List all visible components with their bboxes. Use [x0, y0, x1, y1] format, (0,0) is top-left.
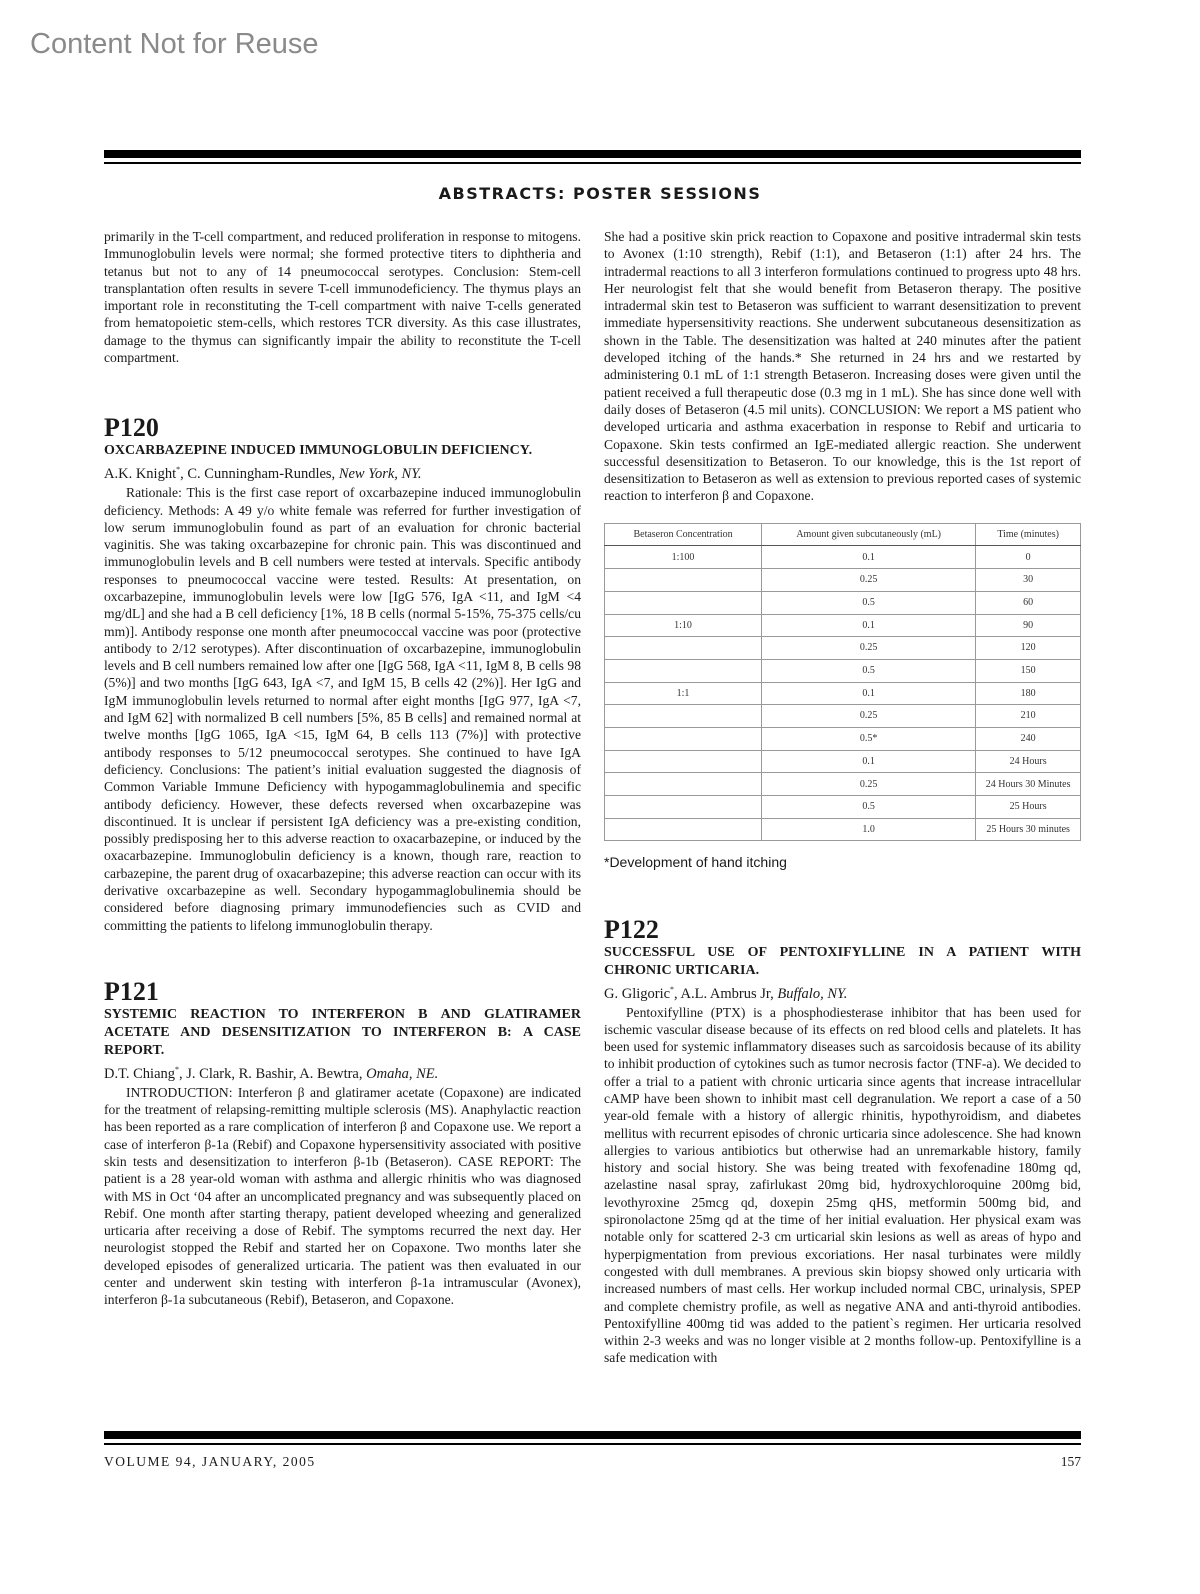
table-cell: 0.25 — [762, 637, 976, 660]
presenter-mark: * — [175, 1064, 180, 1074]
table-cell — [605, 773, 762, 796]
authors: , C. Cunningham-Rundles, — [180, 466, 339, 483]
abstract-p122 — [604, 916, 1081, 1367]
table-cell: 0.5* — [762, 727, 976, 750]
page-number: 157 — [1060, 1454, 1081, 1469]
table-cell: 0.1 — [762, 750, 976, 773]
footer-volume: VOLUME 94, JANUARY, 2005 — [104, 1454, 316, 1469]
table-cell — [605, 637, 762, 660]
table-cell: 150 — [976, 659, 1081, 682]
table-cell: 0.25 — [762, 705, 976, 728]
abstract-title: OXCARBAZEPINE INDUCED IMMUNOGLOBULIN DEFICIENCY. — [104, 443, 533, 459]
table-row — [605, 682, 1081, 705]
table-cell: 0.1 — [762, 682, 976, 705]
table-cell: 0 — [976, 546, 1081, 569]
author: D.T. Chiang — [104, 1065, 176, 1082]
presenter-mark: * — [176, 465, 181, 475]
table-row — [605, 591, 1081, 614]
abstract-number: P121 — [104, 976, 159, 1006]
table-header-row — [605, 523, 1081, 546]
table-row — [605, 705, 1081, 728]
abstract-body: Rationale: This is the first case report of oxcarbazepine induced immunoglobulin deficiency. Methods: A 49 y/o white female was referred for further investigation of low serum immunoglobulin found as part of an evaluation for chronic bacterial vaginitis. She was taking oxcarbazepine for chronic pain. This was discontinued and immunoglobulin levels and B cell numbers were tested at intervals. Specific antibody responses to pneumococcal vaccine were tested. Results: At presentation, on oxcarbazepine, immunoglobulin levels were low [IgG 576, IgA <11, and IgM <4 mg/dL] and she had a B cell deficiency [1%, 18 B cells (normal 5-15%, 75-375 cells/cu mm)]. Antibody response one month after pneumococcal vaccine was poor (protective antibody to 2/12 serotypes). After discontinuation of oxcarbazepine, immunoglobulin levels and B cell numbers remained low after one [IgG 568, IgA <11, IgM 8, B cells 98 (5%)] and two months [IgG 643, IgA <7, and IgM 15, B cells 42 (2%)]. Her IgG and IgM immunoglobulin levels returned to normal after eight months [IgG 977, IgA <7, and IgM 62] with normalized B cell numbers [5%, 85 B cells] and remained normal at twelve months [IgG 1065, IgA <15, IgM 64, B cells 113 (7%)] with protective antibody responses to 5/12 pneumococcal serotypes. She continued to have IgA deficiency. Conclusions: The patient’s initial evaluation suggested the diagnosis of Common Variable Immune Deficiency with hypogammaglobulinemia and specific antibody deficiency. However, these defects reversed when oxcarbazepine was discontinued. It is unclear if persistent IgA deficiency was a pre-existing condition, possibly predisposing her to this adverse reaction to oxacarbazepine, or induced by the oxacarbazepine. Immunoglobulin deficiency is a known, though rare, reaction to carbazepine, the parent drug of oxacarbazepine; this adverse reaction can occur with its derivative oxcarbazepine as well. Secondary hypogammaglobulinemia should be considered before diagnosing primary immunodefiencies such as CVID and committing the patients to lifelong immunoglobulin therapy. — [104, 485, 581, 933]
table-footnote: *Development of hand itching — [604, 854, 787, 871]
watermark: Content Not for Reuse — [30, 28, 319, 60]
bottom-rule-thin — [104, 1443, 1081, 1445]
bottom-rule — [104, 1431, 1081, 1439]
left-column — [104, 228, 581, 1309]
author: G. Gligoric — [604, 985, 671, 1002]
table-cell: 0.5 — [762, 796, 976, 819]
abstract-authors — [104, 460, 581, 484]
table-cell: 24 Hours — [976, 750, 1081, 773]
table-row — [605, 796, 1081, 819]
table-cell: 0.25 — [762, 569, 976, 592]
table-cell — [605, 818, 762, 841]
table-row — [605, 637, 1081, 660]
authors: , J. Clark, R. Bashir, A. Bewtra, — [179, 1065, 367, 1082]
table-row — [605, 569, 1081, 592]
presenter-mark: * — [670, 984, 675, 994]
table-row — [605, 659, 1081, 682]
column-header: Betaseron Concentration — [605, 523, 762, 546]
abstract-authors — [604, 980, 1081, 1004]
table-cell — [605, 750, 762, 773]
abstract-title: SYSTEMIC REACTION TO INTERFERON Β AND GLATIRAMER ACETATE AND DESENSITIZATION TO INTERFERON Β: A CASE REPORT. — [104, 1006, 581, 1058]
authors: , A.L. Ambrus Jr, — [674, 985, 778, 1002]
table-cell: 0.1 — [762, 614, 976, 637]
table-cell: 0.25 — [762, 773, 976, 796]
table-cell: 210 — [976, 705, 1081, 728]
continuation-text: primarily in the T-cell compartment, and reduced proliferation in response to mitogens. Immunoglobulin levels were normal; she formed protective titers to diphtheria and tetanus but not to any of 14 pneumococcal serotypes. Conclusion: Stem-cell transplantation often results in severe T-cell immunodeficiency. The thymus plays an important role in reconstituting the T-cell compartment with naive T-cells generated from hematopoietic stem-cells, which restores TCR diversity. As this case illustrates, damage to the thymus can significantly impair the ability to reconstitute the T-cell compartment. — [104, 229, 581, 366]
table-cell: 90 — [976, 614, 1081, 637]
table-cell — [605, 659, 762, 682]
table-cell — [605, 796, 762, 819]
abstract-title: SUCCESSFUL USE OF PENTOXIFYLLINE IN A PATIENT WITH CHRONIC URTICARIA. — [604, 944, 1081, 978]
top-rule — [104, 150, 1081, 158]
location: New York, NY. — [338, 466, 422, 483]
abstract-authors — [104, 1060, 581, 1084]
table-cell: 25 Hours 30 minutes — [976, 818, 1081, 841]
table-cell: 0.5 — [762, 659, 976, 682]
abstract-number: P120 — [104, 413, 159, 443]
table-cell: 60 — [976, 591, 1081, 614]
table-cell: 1:10 — [605, 614, 762, 637]
location: Buffalo, NY. — [777, 985, 848, 1002]
abstract-number: P122 — [604, 914, 659, 944]
table-cell: 24 Hours 30 Minutes — [976, 773, 1081, 796]
author: A.K. Knight — [104, 466, 177, 483]
table-cell: 120 — [976, 637, 1081, 660]
table-row — [605, 546, 1081, 569]
table-row — [605, 614, 1081, 637]
table-cell: 1:100 — [605, 546, 762, 569]
table-cell — [605, 727, 762, 750]
abstract-body: Pentoxifylline (PTX) is a phosphodiesterase inhibitor that has been used for ischemic vascular disease because of its effects on red blood cells and platelets. It has been used for systemic inflammatory diseases such as sarcoidosis because of its ability to inhibit production of cytokines such as tumor necrosis factor (TNF-a). We decided to offer a trial to a patient with chronic urticaria since agents that increase intracellular cAMP have been shown to inhibit mast cell degranulation. We report a case of a 50 year-old female with a history of allergic rhinitis, hypothyroidism, and diabetes mellitus with recurrent episodes of chronic urticaria since adolescence. She had known allergies to various antibiotics but otherwise had an unremarkable history, family history and social history. She was being treated with fexofenadine 180mg qd, azelastine nasal spray, zafirlukast 20mg bid, hydroxychloroquine 200mg bid, levothyroxine 25mcg qd, doxepin 25mg qHS, metformin 500mg bid, and spironolactone 25mg qd at the time of her initial evaluation. Her physical exam was notable only for scattered 2-3 cm urticarial skin lesions as well as areas of hypo and hyperpigmentation from previous excoriations. Her nasal turbinates were mildly congested with dull membranes. A previous skin biopsy showed only urticaria with increased numbers of mast cells. Her workup included normal CBC, urinalysis, SPEP and complete chemistry profile, as well as negative ANA and anti-thyroid antibodies. Pentoxifylline 400mg tid was added to the patient`s regimen. Her urticaria resolved within 2-3 weeks and was no longer visible at 2 months follow-up. Pentoxifylline is a safe medication with — [604, 1004, 1081, 1366]
table-cell: 240 — [976, 727, 1081, 750]
table-cell — [605, 705, 762, 728]
table-cell: 1.0 — [762, 818, 976, 841]
table-cell: 0.1 — [762, 546, 976, 569]
abstract-p120 — [104, 414, 581, 934]
table-cell: 180 — [976, 682, 1081, 705]
table-cell: 30 — [976, 569, 1081, 592]
table-row — [605, 727, 1081, 750]
desensitization-table — [604, 523, 1081, 842]
table-row — [605, 750, 1081, 773]
abstract-p121 — [104, 978, 581, 1309]
table-cell: 25 Hours — [976, 796, 1081, 819]
table-cell — [605, 569, 762, 592]
column-header: Amount given subcutaneously (mL) — [762, 523, 976, 546]
abstract-body: INTRODUCTION: Interferon β and glatiramer acetate (Copaxone) are indicated for the treatment of relapsing-remitting multiple sclerosis (MS). Anaphylactic reaction has been reported as a rare complication of interferon β and Copaxone use. We report a case of interferon β-1a (Rebif) and Copaxone hypersensitivity associated with positive skin tests and desensitization to interferon β-1b (Betaseron). CASE REPORT: The patient is a 28 year-old woman with asthma and allergic rhinitis who was diagnosed with MS in Oct ‘04 after an uncomplicated pregnancy and was subsequently placed on Rebif. One month after starting therapy, patient developed wheezing and generalized urticaria after receiving a dose of Rebif. The symptoms recurred the next day. Her neurologist stopped the Rebif and started her on Copaxone. Two months later she developed episodes of generalized urticaria. The patient was then evaluated in our center and underwent skin testing with interferon β-1a intramuscular (Avonex), interferon β-1a subcutaneous (Rebif), Betaseron, and Copaxone. — [104, 1084, 581, 1308]
table-cell: 0.5 — [762, 591, 976, 614]
section-header: ABSTRACTS: POSTER SESSIONS — [438, 184, 762, 203]
table-row — [605, 818, 1081, 841]
table-cell — [605, 591, 762, 614]
top-rule-thin — [104, 162, 1081, 164]
continuation-text: She had a positive skin prick reaction to Copaxone and positive intradermal skin tests to Avonex (1:10 strength), Rebif (1:1), and Betaseron (1:1) after 24 hrs. The intradermal reactions to all 3 interferon formulations continued to progress upto 48 hrs. Her neurologist felt that she would benefit from Betaseron therapy. The positive intradermal skin test to Betaseron was sufficient to warrant desensitization to prevent immediate hypersensitivity reactions. She underwent subcutaneous desensitization as shown in the Table. The desensitization was halted at 240 minutes after the patient developed itching of the hands.* She returned in 24 hrs and we restarted by administering 0.1 mL of 1:1 strength Betaseron. Increasing doses were given until the patient received a full therapeutic dose (0.3 mg in 1 mL). She has since done well with daily doses of Betaseron (4.5 mil units). CONCLUSION: We report a MS patient who developed urticaria and asthma exacerbation in response to Rebif and urticaria to Copaxone. Skin tests confirmed an IgE-mediated allergic reaction. She underwent successful desensitization to Betaseron. To our knowledge, this is the 1st report of desensitization to Betaseron as well as extension to previous reported cases of systemic reaction to interferon β and Copaxone. — [604, 229, 1081, 504]
location: Omaha, NE. — [366, 1065, 439, 1082]
right-column — [604, 228, 1081, 1367]
table-row — [605, 773, 1081, 796]
column-header: Time (minutes) — [976, 523, 1081, 546]
table-cell: 1:1 — [605, 682, 762, 705]
